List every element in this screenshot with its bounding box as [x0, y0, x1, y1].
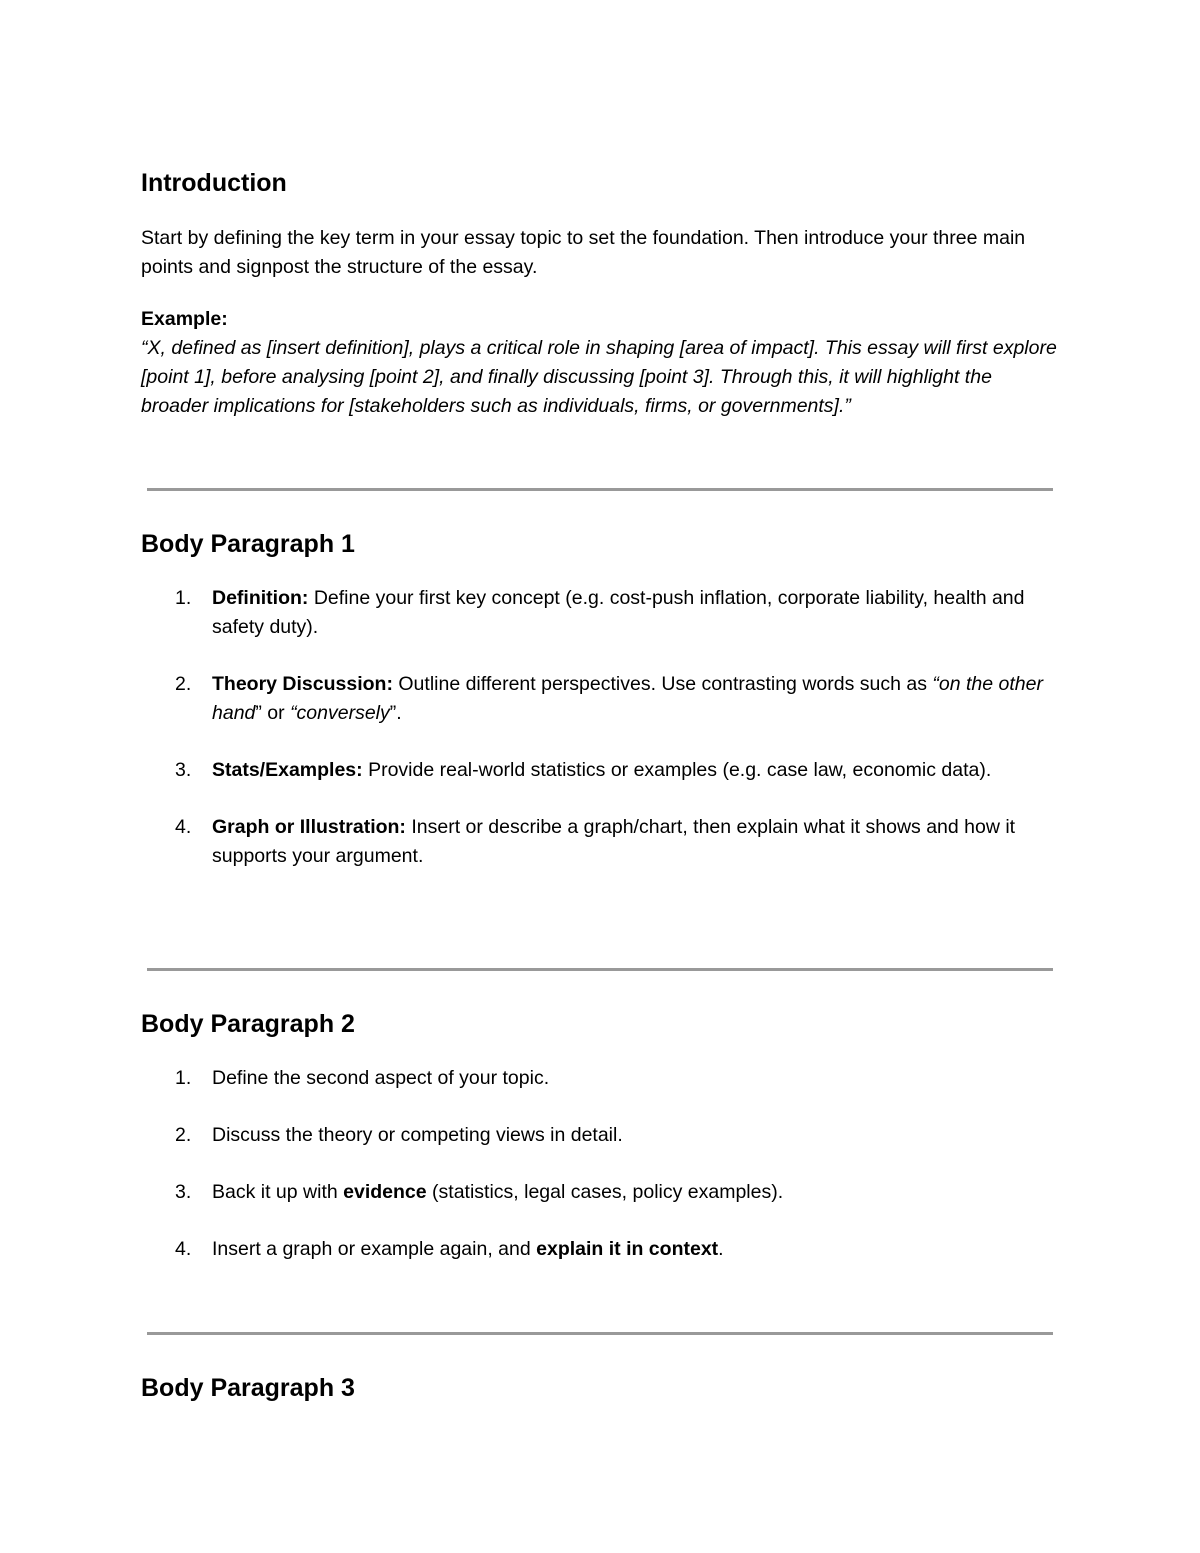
list-item	[141, 1064, 1061, 1093]
item-text: Insert or describe a graph/chart, then explain what it shows and how it supports your argument.	[212, 816, 1016, 867]
list-item	[141, 813, 1061, 871]
list-number: 3.	[175, 759, 192, 781]
list-number: 4.	[175, 1238, 192, 1260]
item-text: Back it up with	[212, 1181, 344, 1203]
list-item	[141, 1178, 1061, 1207]
section-divider-2	[147, 968, 1053, 971]
section-divider-3	[147, 1332, 1053, 1335]
introduction-body: Start by defining the key term in your essay topic to set the foundation. Then introduce your three main points and signpost the structure of the essay.	[141, 227, 1026, 278]
introduction-heading: Introduction	[141, 169, 287, 197]
example-block	[141, 305, 1061, 421]
item-bold: evidence	[343, 1181, 427, 1203]
item-text: Provide real-world statistics or examples (e.g. case law, economic data).	[362, 759, 992, 781]
item-text: .	[718, 1238, 724, 1260]
body-paragraph-3-heading: Body Paragraph 3	[141, 1374, 355, 1402]
item-text: Insert a graph or example again, and	[212, 1238, 537, 1260]
list-number: 1.	[175, 1067, 192, 1089]
example-label: Example:	[141, 308, 228, 330]
section-divider-1	[147, 488, 1053, 491]
item-text: Define the second aspect of your topic.	[212, 1067, 550, 1089]
item-text: Discuss the theory or competing views in detail.	[212, 1124, 623, 1146]
body-paragraph-1-heading: Body Paragraph 1	[141, 530, 355, 558]
item-italic: “conversely	[290, 702, 390, 724]
item-label: Theory Discussion:	[212, 673, 393, 695]
list-number: 2.	[175, 673, 192, 695]
body-paragraph-2-list	[141, 1064, 1061, 1292]
list-item	[141, 584, 1061, 642]
list-number: 3.	[175, 1181, 192, 1203]
item-italic: “on the other hand	[212, 673, 1043, 724]
item-text: (statistics, legal cases, policy examples).	[426, 1181, 784, 1203]
item-text: Define your first key concept (e.g. cost-push inflation, corporate liability, health and safety duty).	[212, 587, 1025, 638]
example-quote: “X, defined as [insert definition], plays a critical role in shaping [area of impact]. This essay will first explore [point 1], before analysing [point 2], and finally discussing [point 3]. Through this, it will highlight the broader implications for [stakeholders such as individuals, firms, or governments].”	[141, 337, 1057, 417]
item-label: Graph or Illustration:	[212, 816, 406, 838]
item-label: Definition:	[212, 587, 309, 609]
body-paragraph-1-list	[141, 584, 1061, 899]
list-item	[141, 1235, 1061, 1264]
list-item	[141, 1121, 1061, 1150]
item-text: Outline different perspectives. Use contrasting words such as	[392, 673, 933, 695]
list-item	[141, 670, 1061, 728]
item-bold: explain it in context	[536, 1238, 719, 1260]
list-number: 4.	[175, 816, 192, 838]
item-text: ”.	[389, 702, 402, 724]
body-paragraph-2-heading: Body Paragraph 2	[141, 1010, 355, 1038]
list-item	[141, 756, 1061, 785]
item-text: ” or	[255, 702, 291, 724]
list-number: 2.	[175, 1124, 192, 1146]
list-number: 1.	[175, 587, 192, 609]
item-label: Stats/Examples:	[212, 759, 363, 781]
